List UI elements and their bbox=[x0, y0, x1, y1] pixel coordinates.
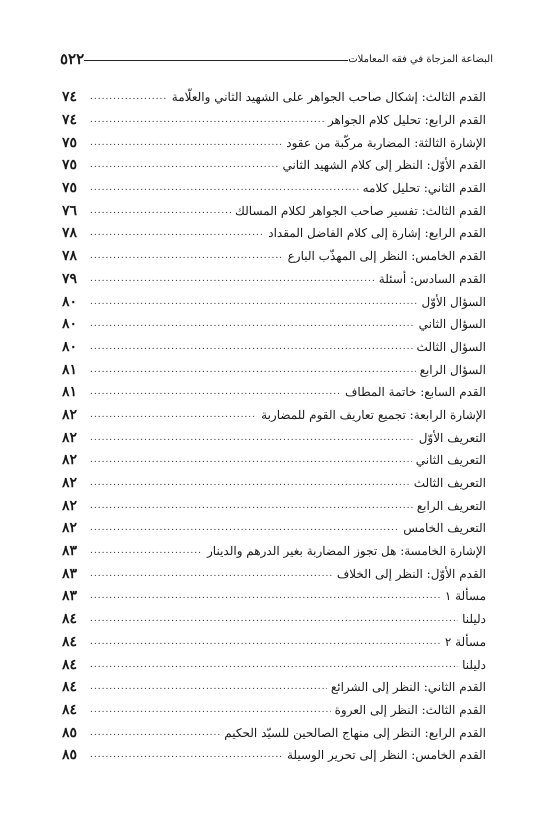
page-header bbox=[52, 48, 499, 70]
toc-entry-page: ٨٠ bbox=[62, 338, 78, 355]
toc-entry-page: ٨٣ bbox=[62, 543, 78, 560]
toc-entry-page: ٨٠ bbox=[62, 293, 78, 310]
dot-leader bbox=[90, 637, 441, 647]
toc-entry-title: القدم السابع: خاتمة المطاف bbox=[344, 385, 486, 400]
toc-entry bbox=[62, 313, 486, 336]
toc-entry bbox=[62, 676, 486, 699]
toc-entry-page: ٧٤ bbox=[62, 89, 78, 106]
toc-entry-page: ٨٢ bbox=[62, 497, 78, 514]
toc-entry-title: القدم السادس: أسئلة bbox=[378, 271, 486, 286]
toc-entry bbox=[62, 631, 486, 654]
dot-leader bbox=[90, 183, 359, 193]
toc-entry-title: القدم الرابع: النظر إلى منهاج الصالحين للسيّد الحكيم bbox=[224, 725, 486, 740]
toc-entry bbox=[62, 381, 486, 404]
toc-entry-page: ٨٥ bbox=[62, 747, 78, 764]
toc-entry bbox=[62, 449, 486, 472]
toc-entry-page: ٨٣ bbox=[62, 565, 78, 582]
toc-entry bbox=[62, 199, 486, 222]
header-rule bbox=[84, 60, 348, 61]
toc-entry-title: السؤال الثاني bbox=[418, 317, 486, 332]
toc-entry-page: ٨٤ bbox=[62, 701, 78, 718]
toc-entry-page: ٧٥ bbox=[62, 180, 78, 197]
toc-entry-page: ٧٤ bbox=[62, 112, 78, 129]
toc-entry-title: التعريف الخامس bbox=[403, 521, 486, 536]
dot-leader bbox=[90, 115, 324, 125]
toc-entry bbox=[62, 177, 486, 200]
dot-leader bbox=[90, 501, 413, 511]
toc-entry-page: ٨٤ bbox=[62, 656, 78, 673]
dot-leader bbox=[90, 319, 415, 329]
dot-leader bbox=[90, 387, 341, 397]
toc-entry-page: ٧٥ bbox=[62, 134, 78, 151]
dot-leader bbox=[90, 342, 413, 352]
toc-entry-title: مسألة ٢ bbox=[444, 634, 486, 649]
toc-entry-title: القدم الثاني: النظر إلى الشرائع bbox=[330, 680, 486, 695]
toc-entry-page: ٨٢ bbox=[62, 406, 78, 423]
table-of-contents bbox=[62, 86, 486, 767]
toc-entry bbox=[62, 540, 486, 563]
toc-entry bbox=[62, 517, 486, 540]
toc-entry bbox=[62, 268, 486, 291]
dot-leader bbox=[90, 251, 284, 261]
toc-entry-page: ٧٨ bbox=[62, 248, 78, 265]
toc-entry-page: ٨٢ bbox=[62, 475, 78, 492]
toc-entry bbox=[62, 86, 486, 109]
toc-entry-title: القدم الأوّل: النظر إلى كلام الشهيد الثاني bbox=[282, 158, 486, 173]
toc-entry-title: الإشارة الثالثة: المضاربة مركّبة من عقود bbox=[286, 135, 486, 150]
toc-entry-page: ٨٢ bbox=[62, 520, 78, 537]
toc-entry-page: ٧٨ bbox=[62, 225, 78, 242]
toc-entry bbox=[62, 336, 486, 359]
toc-entry-title: السؤال الرابع bbox=[419, 362, 486, 377]
toc-entry bbox=[62, 426, 486, 449]
toc-entry bbox=[62, 472, 486, 495]
toc-entry-page: ٨٤ bbox=[62, 679, 78, 696]
toc-entry-page: ٨٢ bbox=[62, 429, 78, 446]
toc-entry-title: دليلنا bbox=[462, 612, 486, 627]
toc-entry bbox=[62, 608, 486, 631]
toc-entry-page: ٨١ bbox=[62, 384, 78, 401]
dot-leader bbox=[90, 478, 410, 488]
toc-entry bbox=[62, 653, 486, 676]
toc-entry bbox=[62, 358, 486, 381]
toc-entry bbox=[62, 744, 486, 767]
dot-leader bbox=[90, 660, 458, 670]
dot-leader bbox=[90, 228, 264, 238]
toc-entry bbox=[62, 109, 486, 132]
dot-leader bbox=[90, 591, 441, 601]
dot-leader bbox=[90, 455, 412, 465]
toc-entry-page: ٧٥ bbox=[62, 157, 78, 174]
dot-leader bbox=[90, 206, 231, 216]
toc-entry-title: القدم الثالث: إشكال صاحب الجواهر على الشهيد الثاني والعلّامة bbox=[171, 90, 486, 105]
toc-entry bbox=[62, 290, 486, 313]
toc-entry bbox=[62, 222, 486, 245]
toc-entry-page: ٨٠ bbox=[62, 316, 78, 333]
toc-entry-title: دليلنا bbox=[462, 657, 486, 672]
toc-entry-page: ٧٦ bbox=[62, 202, 78, 219]
toc-entry-page: ٨٤ bbox=[62, 633, 78, 650]
toc-entry-title: القدم الرابع: تحليل كلام الجواهر bbox=[327, 113, 486, 128]
toc-entry bbox=[62, 154, 486, 177]
toc-entry-title: التعريف الثالث bbox=[413, 476, 486, 491]
toc-entry-title: القدم الأوّل: النظر إلى الخلاف bbox=[336, 566, 486, 581]
toc-entry bbox=[62, 494, 486, 517]
dot-leader bbox=[90, 682, 327, 692]
dot-leader bbox=[90, 750, 283, 760]
running-title: البضاعة المزجاة في فقه المعاملات bbox=[348, 53, 493, 65]
toc-entry-title: التعريف الرابع bbox=[416, 498, 486, 513]
dot-leader bbox=[90, 92, 168, 102]
toc-entry-title: القدم الثالث: النظر إلى العروة bbox=[334, 702, 486, 717]
dot-leader bbox=[90, 705, 331, 715]
toc-entry-title: القدم الخامس: النظر إلى المهذّب البارع bbox=[287, 249, 486, 264]
toc-entry bbox=[62, 131, 486, 154]
toc-entry bbox=[62, 721, 486, 744]
dot-leader bbox=[90, 569, 333, 579]
page-number: ٥٢٢ bbox=[60, 50, 85, 68]
toc-entry-page: ٨٣ bbox=[62, 588, 78, 605]
toc-entry bbox=[62, 245, 486, 268]
toc-entry-title: القدم الثالث: تفسير صاحب الجواهر لكلام المسالك bbox=[235, 203, 486, 218]
dot-leader bbox=[90, 433, 415, 443]
toc-entry-page: ٧٩ bbox=[62, 270, 78, 287]
dot-leader bbox=[90, 728, 220, 738]
toc-entry-title: الإشارة الخامسة: هل تجوز المضاربة بغير الدرهم والدينار bbox=[207, 544, 486, 559]
toc-entry-page: ٨١ bbox=[62, 361, 78, 378]
toc-entry-page: ٨٢ bbox=[62, 452, 78, 469]
dot-leader bbox=[90, 614, 458, 624]
toc-entry-page: ٨٤ bbox=[62, 611, 78, 628]
dot-leader bbox=[90, 160, 278, 170]
toc-entry bbox=[62, 585, 486, 608]
dot-leader bbox=[90, 410, 257, 420]
dot-leader bbox=[90, 523, 399, 533]
toc-entry-title: التعريف الثاني bbox=[415, 453, 486, 468]
dot-leader bbox=[90, 297, 418, 307]
toc-entry-title: الإشارة الرابعة: تجميع تعاريف القوم للمضاربة bbox=[261, 407, 486, 422]
toc-entry-title: مسألة ١ bbox=[444, 589, 486, 604]
toc-entry-title: القدم الخامس: النظر إلى تحرير الوسيلة bbox=[286, 748, 486, 763]
dot-leader bbox=[90, 274, 375, 284]
toc-entry bbox=[62, 404, 486, 427]
toc-entry-title: القدم الرابع: إشارة إلى كلام الفاضل المقداد bbox=[268, 226, 486, 241]
dot-leader bbox=[90, 546, 203, 556]
dot-leader bbox=[90, 138, 282, 148]
toc-entry-title: التعريف الأوّل bbox=[418, 430, 486, 445]
toc-entry bbox=[62, 699, 486, 722]
toc-entry-title: السؤال الأوّل bbox=[421, 294, 486, 309]
toc-entry-page: ٨٥ bbox=[62, 724, 78, 741]
toc-entry-title: القدم الثاني: تحليل كلامه bbox=[362, 181, 486, 196]
dot-leader bbox=[90, 365, 416, 375]
toc-entry-title: السؤال الثالث bbox=[416, 339, 486, 354]
toc-entry bbox=[62, 562, 486, 585]
